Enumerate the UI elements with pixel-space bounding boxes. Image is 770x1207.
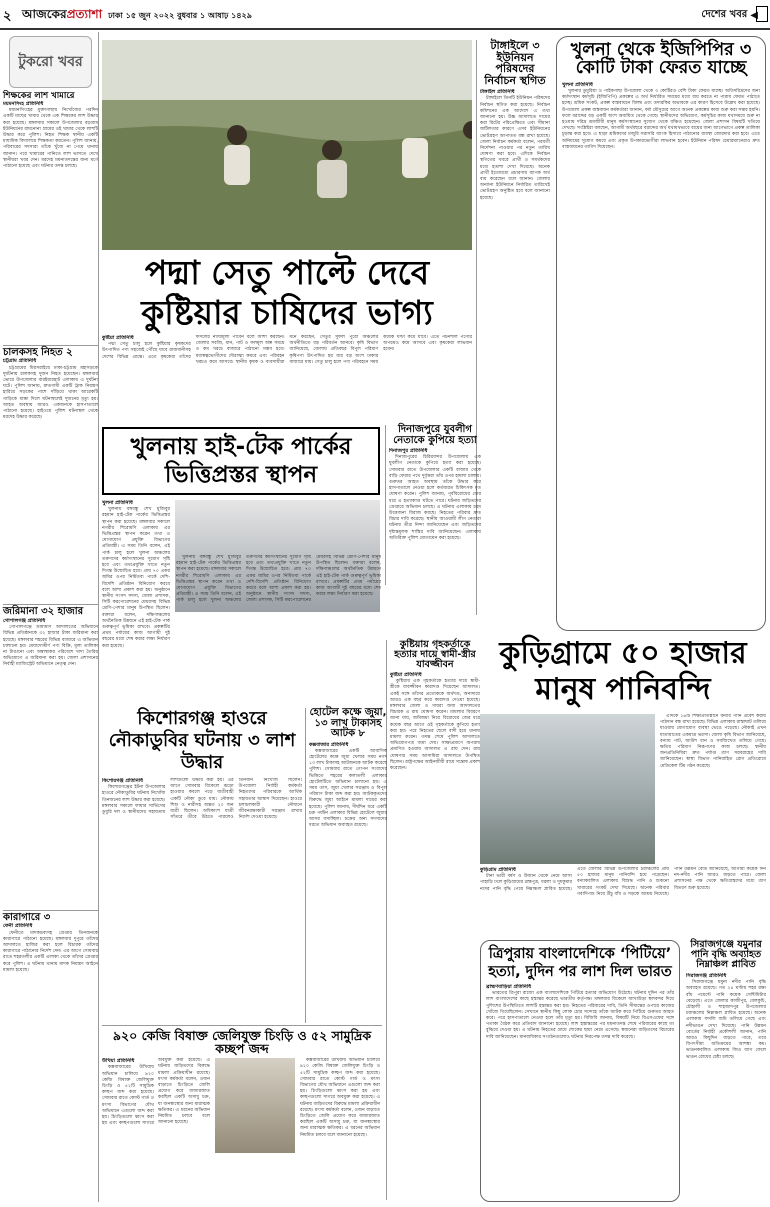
khulna-egpp-body: খুলনার ডুমুরিয়া ও পাইকগাছা উপজেলা থেকে ৩ কোটিরও বেশি টাকা ফেরত যাচ্ছে। অতিদরিদ্রদের জন্য কর্মসংস্থান কর্মসূচি (ইজিপিপি) প্রকল্পের এ অর্থ নির্ধারিত সময়ের মধ্যে ব্যয় করতে না পারায় ফেরত পাঠাতে হচ্ছে। শ্রমিক সংকট, প্রকল্প বাস্তবায়নে বিলম্ব এবং তদারকির অভাবকে এর কারণ হিসেবে উল্লেখ করা হয়েছে। উপজেলা প্রকল্প বাস্তবায়ন কর্মকর্তারা জানান, বর্ষা মৌসুমের আগে অনেক প্রকল্পের কাজ শুরু করা সম্ভব হয়নি। ফলে বরাদ্দের বড় একটি অংশ অব্যয়িত থেকে গেছে। স্থানীয়দের অভিযোগ, কর্মসূচির কাজ যথাসময়ে শুরু না হওয়ায় দরিদ্র শ্রমজীবী মানুষ কর্মসংস্থানের সুযোগ থেকে বঞ্চিত হয়েছেন। জেলা প্রশাসন বিষয়টি খতিয়ে দেখছে। সংশ্লিষ্টরা বলছেন, আগামী অর্থবছরে বরাদ্দের অর্থ যথাযথভাবে ব্যয়ের জন্য আগেভাগে প্রকল্প তালিকা চূড়ান্ত করা হবে। এ ছাড়া শ্রমিকদের মজুরি সরাসরি ব্যাংক হিসাবে পাঠানোর ব্যবস্থা জোরদার করা হবে। এতে অনিয়মের সুযোগ কমবে এবং প্রকৃত উপকারভোগীরা লাভবান হবেন। ইউনিয়ন পরিষদ চেয়ারম্যানেরাও দ্রুত বাস্তবায়নের তাগিদ দিয়েছেন।: [562, 88, 760, 150]
kurigram-article: [480, 636, 766, 937]
sirajganj-article: [686, 940, 766, 1202]
sidebar-item-body: ময়মনসিংহের মুক্তাগাছায় নিখোঁজের পরদিন একটি মাছের খামার থেকে এক শিক্ষকের লাশ উদ্ধার করা হয়েছে। মঙ্গলবার সকালে উপজেলার বড়গ্রাম ইউনিয়নের রামনোনা গ্রামের ওই খামার থেকে লাশটি উদ্ধার করে পুলিশ। নিহত শিক্ষক স্থানীয় একটি মাধ্যমিক বিদ্যালয়ে শিক্ষকতা করতেন। পুলিশ জানায়, পরিবারের সদস্যরা তাঁকে খুঁজে না পেয়ে থানায় জানান। পরে খামারের পানিতে লাশ ভাসতে দেখে স্থানীয়রা খবর দেন। মরদেহ ময়নাতদন্তের জন্য মর্গে পাঠানো হয়েছে এবং ঘটনার তদন্ত চলছে।: [3, 108, 98, 169]
khulna-egpp-byline: খুলনা প্রতিনিধি: [562, 81, 593, 88]
newspaper-logo: আজকেরপ্রত্যাশা: [22, 7, 103, 21]
tripura-headline: ত্রিপুরায় বাংলাদেশিকে ‘পিটিয়ে’ হত্যা, দুদিন পর লাশ দিল ভারত: [488, 946, 672, 980]
field-photo-art: [102, 40, 472, 250]
dinajpur-headline: দিনাজপুরে যুবলীগ নেতাকে কুপিয়ে হত্যা: [393, 424, 477, 446]
hotel-byline: কক্সবাজার প্রতিনিধি: [309, 741, 349, 748]
hitech-byline: খুলনা প্রতিনিধি: [102, 500, 133, 506]
flood-photo: [480, 714, 655, 864]
tangail-body: টাঙ্গাইলে তিনটি ইউনিয়ন পরিষদের নির্বাচন স্থগিত করা হয়েছে। নির্বাচন কমিশনের এক আদেশে এ তথ্য জানানো হয়। উচ্চ আদালতে দায়ের করা রিটের পরিপ্রেক্ষিতে এবং সীমানা জটিলতার কারণে এসব ইউনিয়নের ভোটগ্রহণ আপাতত বন্ধ রাখা হয়েছে। জেলা নির্বাচন কর্মকর্তা বলেন, পরবর্তী নির্দেশনা পাওয়ার পর নতুন তারিখ ঘোষণা করা হবে। এদিকে নির্বাচন স্থগিতের খবরে প্রার্থী ও সমর্থকদের মধ্যে হতাশা দেখা দিয়েছে। অনেক প্রার্থী ইতোমধ্যে প্রচারণায় ব্যাপক অর্থ ব্যয় করেছেন বলে জানান। জেলার অন্যান্য ইউনিয়নে নির্ধারিত তারিখেই ভোটগ্রহণ অনুষ্ঠিত হবে বলে জানানো হয়েছে।: [480, 96, 550, 201]
sidebar-item-body: ফেনীতে মাদকদ্রব্যসহ গ্রেপ্তার তিনজনকে কারাগারে পাঠানো হয়েছে। মঙ্গলবার দুপুরে তাঁদের আদালতে হাজির করা হলে বিচারক তাঁদের কারাগারে পাঠানোর নির্দেশ দেন। এর আগে সোমবার রাতে শহরতলীর একটি এলাকা থেকে তাঁদের গ্রেপ্তার করে পুলিশ। এ ঘটনায় থানায় মাদক নিয়ন্ত্রণ আইনে মামলা হয়েছে।: [3, 930, 98, 973]
padma-headline: পদ্মা সেতু পাল্টে দেবে কুষ্টিয়ার চাষিদের ভাগ্য: [141, 253, 433, 332]
sidebar-item: [3, 913, 98, 1144]
tangail-article: [476, 40, 550, 615]
hitech-continued: [176, 555, 381, 703]
tangail-byline: টাঙ্গাইল প্রতিনিধি: [480, 89, 515, 96]
shrimp-body: কক্সবাজারের উখিয়ায় অভিযান চালিয়ে ৯২০ কেজি বিষাক্ত জেলিযুক্ত চিংড়ি ও ৫২টি সামুদ্রিক কচ্ছপ জব্দ করা হয়েছে। সোমবার রাতে কোস্ট গার্ড ও মৎস্য বিভাগের যৌথ অভিযানে এগুলো জব্দ করা হয়। চিংড়িগুলো ধ্বংস করা হয় এবং কচ্ছপগুলো সাগরে অবমুক্ত করা হয়েছে। এ ঘটনায় জড়িতদের বিরুদ্ধে মামলা প্রক্রিয়াধীন রয়েছে। মৎস্য কর্মকর্তা বলেন, ওজন বাড়াতে চিংড়িতে জেলি প্রয়োগ করে বাজারজাত করছিল একটি অসাধু চক্র, যা জনস্বাস্থ্যের জন্য মারাত্মক ক্ষতিকর। এ ধরনের অভিযান নিয়মিত চলবে বলে জানানো হয়েছে।: [102, 1058, 210, 1127]
section-arrow-icon: ◀: [750, 10, 758, 21]
sidebar: [3, 32, 99, 1202]
kushtia-verdict-headline: কুষ্টিয়ায় গৃহকর্তাকে হত্যার দায়ে স্বামী-স্ত্রীর যাবজ্জীবন: [394, 639, 476, 670]
masthead: [22, 5, 252, 27]
shrimp-article: [102, 1025, 382, 1206]
padma-body: পদ্মা সেতু চালু হলে কুষ্টিয়ার কৃষকদের উৎপাদিত পণ্য সহজেই পৌঁছে যাবে রাজধানীসহ দেশের বিভিন্ন প্রান্তে। এতে কৃষকেরা তাঁদের ফসলের ন্যায্যমূল্য পাবেন বলে আশা করছেন। জেলার সবজি, ধান, পাট ও ফলমূল অল্প সময়ে ও কম খরচে বাজারে পাঠানো সম্ভব হবে। মধ্যস্বত্বভোগীদের দৌরাত্ম্য কমবে এবং পরিবহন খরচও কমে আসবে। স্থানীয় কৃষক ও ব্যবসায়ীরা মনে করছেন, সেতুর সুফল পুরো অঞ্চলের অর্থনীতিতে বড় পরিবর্তন আনবে। কৃষি বিভাগ জানিয়েছে, জেলায় প্রতিবছর বিপুল পরিমাণ কৃষিপণ্য উৎপাদিত হয় যার বড় অংশ ঢাকার বাজারে যায়। সেতু চালু হলে পণ্য পরিবহনে সময় কয়েক ঘণ্টা কমে যাবে। এতে পচনশীল পণ্যের অপচয়ও কমে আসবে এবং কৃষকেরা লাভবান হবেন।: [102, 335, 472, 365]
hotel-article: [305, 708, 387, 1023]
sidebar-item-title: চালকসহ নিহত ২: [3, 346, 73, 358]
kishoreganj-article: [102, 708, 302, 988]
hotel-body: কক্সবাজারের একটি আবাসিক হোটেলের কক্ষে জুয়া খেলার সময় নগদ ১৩ লাখ টাকাসহ আটজনকে আটক করেছে পুলিশ। সোমবার রাতে গোপন সংবাদের ভিত্তিতে শহরের কলাতলী এলাকার হোটেলটিতে অভিযান চালানো হয়। এ সময় তাস, জুয়া খেলার সরঞ্জাম ও বিপুল পরিমাণ টাকা জব্দ করা হয়। আটককৃতদের বিরুদ্ধে জুয়া আইনে মামলা দায়ের করা হয়েছে। পুলিশ জানায়, দীর্ঘদিন ধরে একটি চক্র পর্যটন এলাকার বিভিন্ন হোটেলে জুয়ার আসর বসাচ্ছিল। চক্রের অন্য সদস্যদের ধরতে অভিযান অব্যাহত রয়েছে।: [309, 748, 387, 829]
kushtia-verdict-body: কুষ্টিয়ায় এক গৃহকর্তাকে হত্যার দায়ে স্বামী-স্ত্রীকে যাবজ্জীবন কারাদণ্ড দিয়েছেন আদালত। একই সঙ্গে তাঁদের প্রত্যেককে অর্থদণ্ড, অনাদায়ে আরও এক বছর করে কারাদণ্ড দেওয়া হয়েছে। মঙ্গলবার জেলা ও দায়রা জজ আদালতের বিচারক এ রায় ঘোষণা করেন। মামলার বিবরণে জানা যায়, জমিজমা নিয়ে বিরোধের জের ধরে কয়েক বছর আগে ওই গৃহকর্তাকে কুপিয়ে হত্যা করা হয়। পরে নিহতের ছেলে বাদী হয়ে থানায় মামলা করেন। তদন্ত শেষে পুলিশ আদালতে অভিযোগপত্র জমা দেয়। সাক্ষ্যপ্রমাণে অপরাধ প্রমাণিত হওয়ায় আদালত এ রায় দেন। রায় ঘোষণার সময় আসামিরা আদালতে উপস্থিত ছিলেন। রাষ্ট্রপক্ষের আইনজীবী রায়ে সন্তোষ প্রকাশ করেছেন।: [390, 679, 480, 771]
tangail-headline: টাঙ্গাইলে ৩ ইউনিয়ন পরিষদের নির্বাচন স্থগিত: [484, 39, 546, 87]
sirajganj-body: সিরাজগঞ্জে যমুনা নদীর পানি বৃদ্ধি অব্যাহত রয়েছে। গত ২৪ ঘণ্টায় শহর রক্ষা বাঁধ পয়েন্টে পানি কয়েক সেন্টিমিটার বেড়েছে। এতে জেলার কাজীপুর, বেলকুচি, চৌহালী ও শাহজাদপুর উপজেলার চরাঞ্চলের নিম্নাঞ্চল প্লাবিত হয়েছে। অনেক এলাকায় ফসলি জমি তলিয়ে গেছে এবং নদীভাঙন দেখা দিয়েছে। পানি উন্নয়ন বোর্ডের নির্বাহী প্রকৌশলী জানান, পানি আরও কিছুদিন বাড়তে পারে, তবে বিপৎসীমা অতিক্রমের আশঙ্কা কম। ভাঙনকবলিত এলাকায় জিও ব্যাগ ফেলে ভাঙন রোধের চেষ্টা চলছে।: [686, 980, 766, 1060]
padma-byline: কুষ্টিয়া প্রতিনিধি: [102, 335, 134, 341]
kurigram-byline: কুড়িগ্রাম প্রতিনিধি: [480, 867, 516, 873]
shrimp-photo: [215, 1058, 295, 1153]
khulna-egpp-headline: খুলনা থেকে ইজিপিপির ৩ কোটি টাকা ফেরত যাচ্ছে: [570, 40, 752, 79]
farmers-field-photo: [102, 40, 472, 250]
sidebar-item: [3, 348, 98, 603]
sidebar-item-title: শিক্ষকের লাশ খামারে: [3, 91, 75, 101]
shrimp-body-continued: কক্সবাজারের উখিয়ায় অভিযান চালিয়ে ৯২০ কেজি বিষাক্ত জেলিযুক্ত চিংড়ি ও ৫২টি সামুদ্রিক কচ্ছপ জব্দ করা হয়েছে। সোমবার রাতে কোস্ট গার্ড ও মৎস্য বিভাগের যৌথ অভিযানে এগুলো জব্দ করা হয়। চিংড়িগুলো ধ্বংস করা হয় এবং কচ্ছপগুলো সাগরে অবমুক্ত করা হয়েছে। এ ঘটনায় জড়িতদের বিরুদ্ধে মামলা প্রক্রিয়াধীন রয়েছে। মৎস্য কর্মকর্তা বলেন, ওজন বাড়াতে চিংড়িতে জেলি প্রয়োগ করে বাজারজাত করছিল একটি অসাধু চক্র, যা জনস্বাস্থ্যের জন্য মারাত্মক ক্ষতিকর। এ ধরনের অভিযান নিয়মিত চলবে বলে জানানো হয়েছে।: [300, 1058, 380, 1138]
header-rule: [0, 28, 770, 30]
kurigram-body: টানা ভারী বর্ষণ ও উজান থেকে নেমে আসা পাহাড়ি ঢলে কুড়িগ্রামের ব্রহ্মপুত্র, ধরলা ও দুধকুমার নদের পানি বৃদ্ধি পেয়ে নিম্নাঞ্চল প্লাবিত হয়েছে। এতে জেলার বিভিন্ন উপজেলার চরাঞ্চলের প্রায় ৫০ হাজার মানুষ পানিবন্দি হয়ে পড়েছেন। বন্যাকবলিত এলাকায় বিশুদ্ধ পানি ও শুকনো খাবারের সংকট দেখা দিয়েছে। অনেক পরিবার গবাদিপশু নিয়ে উঁচু বাঁধ ও সড়কে আশ্রয় নিয়েছে। পানি উন্নয়ন বোর্ড জানিয়েছে, আগামী কয়েক দিন নদ-নদীর পানি আরও বাড়তে পারে। জেলা প্রশাসনের পক্ষ থেকে ক্ষতিগ্রস্তদের মধ্যে ত্রাণ বিতরণ শুরু হয়েছে।: [480, 867, 766, 897]
section-box-icon: [756, 6, 768, 22]
shrimp-byline: উখিয়া প্রতিনিধি: [102, 1058, 135, 1065]
sidebar-item: [3, 92, 98, 343]
kurigram-body2: এদিকে ১৬টি শিক্ষাপ্রতিষ্ঠানে বন্যার পানি প্রবেশ করায় পাঠদান বন্ধ রাখা হয়েছে। বিভিন্ন এলাকায় রাস্তাঘাট তলিয়ে যাওয়ায় যোগাযোগ ব্যবস্থা ভেঙে পড়েছে। নৌকাই এখন যাতায়াতের একমাত্র ভরসা। জেলা কৃষি বিভাগ জানিয়েছে, বন্যায় পাট, আউশ ধান ও সবজিখেত তলিয়ে গেছে। ক্ষতির পরিমাণ নিরূপণের কাজ চলছে। স্থানীয় জনপ্রতিনিধিরা দ্রুত পর্যাপ্ত ত্রাণ সরবরাহের দাবি জানিয়েছেন। স্বাস্থ্য বিভাগ পানিবাহিত রোগ প্রতিরোধে মেডিকেল টিম গঠন করেছে।: [660, 714, 766, 769]
dateline: ঢাকা ১৫ জুন ২০২২ বুধবার ১ আষাঢ় ১৪২৯: [108, 10, 252, 20]
sirajganj-headline: সিরাজগঞ্জে যমুনার পানি বৃদ্ধি অব্যাহত নিম্নাঞ্চল প্লাবিত: [690, 939, 762, 970]
dinajpur-body: দিনাজপুরের চিরিরবন্দর উপজেলায় এক যুবলীগ নেতাকে কুপিয়ে হত্যা করা হয়েছে। সোমবার রাতে উপজেলার একটি বাজার থেকে বাড়ি ফেরার পথে দুর্বৃত্তরা তাঁর ওপর হামলা চালায়। গুরুতর আহত অবস্থায় তাঁকে উদ্ধার করে হাসপাতালে নেওয়া হলে কর্তব্যরত চিকিৎসক মৃত ঘোষণা করেন। পুলিশ জানায়, পূর্ববিরোধের জের ধরে এ হত্যাকাণ্ড ঘটতে পারে। ঘটনায় জড়িতদের গ্রেপ্তারে অভিযান চলছে। এ ঘটনায় এলাকায় চরম উত্তেজনা বিরাজ করছে। নিহতের পরিবার দ্রুত বিচার দাবি করেছে। স্থানীয় আওয়ামী লীগ নেতারা ঘটনার তীব্র নিন্দা জানিয়েছেন এবং জড়িতদের দৃষ্টান্তমূলক শাস্তির দাবি জানিয়েছেন। এলাকায় অতিরিক্ত পুলিশ মোতায়েন করা হয়েছে।: [389, 455, 481, 541]
sirajganj-byline: সিরাজগঞ্জ প্রতিনিধি: [686, 972, 727, 979]
sidebar-banner: টুকরো খবর: [9, 36, 92, 88]
kushtia-verdict-byline: কুষ্টিয়া প্রতিনিধি: [390, 671, 422, 678]
kishoreganj-byline: কিশোরগঞ্জ প্রতিনিধি: [102, 778, 143, 784]
tripura-byline: ব্রাহ্মণবাড়িয়া প্রতিনিধি: [486, 984, 532, 990]
sidebar-item-byline: ময়মনসিংহ প্রতিনিধি: [3, 100, 44, 107]
shrimp-headline: ৯২০ কেজি বিষাক্ত জেলিযুক্ত চিংড়ি ও ৫২ সামুদ্রিক কচ্ছপ জব্দ: [112, 1028, 372, 1057]
dinajpur-article: [385, 425, 481, 585]
kishoreganj-body: কিশোরগঞ্জের ইটনা উপজেলার হাওরে নৌকাডুবির ঘটনায় নিখোঁজ তিনজনের লাশ উদ্ধার করা হয়েছে। মঙ্গলবার সকালে ফায়ার সার্ভিসের ডুবুরি দল ও স্থানীয়দের সহায়তায় লাশগুলো উদ্ধার করা হয়। এর আগে সোমবার বিকেলে ঝড়ো হাওয়ার কবলে পড়ে যাত্রীবাহী একটি নৌকা ডুবে যায়। নৌকায় শিশু ও নারীসহ অন্তত ২০ জন যাত্রী ছিলেন। অধিকাংশ যাত্রী সাঁতরে তীরে উঠতে পারলেও তিনজন নিখোঁজ ছিলেন। উপজেলা নির্বাহী কর্মকর্তা নিহতদের পরিবারকে আর্থিক সহায়তার আশ্বাস দিয়েছেন। হাওরে চলাচলকারী নৌযানে জীবনরক্ষাকারী সরঞ্জাম রাখার নির্দেশ দেওয়া হয়েছে।: [102, 778, 302, 821]
kurigram-headline: কুড়িগ্রামে ৫০ হাজার মানুষ পানিবন্দি: [499, 636, 747, 707]
sidebar-item-title: জরিমানা ৩২ হাজার: [3, 606, 84, 618]
hitech-body-continued: খুলনায় বঙ্গবন্ধু শেখ মুজিবুর রহমান হাই-টেক পার্কের ভিত্তিপ্রস্তর স্থাপন করা হয়েছে। মঙ্গলবার সকালে নগরীর শিরোমণি এলাকায় এর ভিত্তিপ্রস্তর স্থাপন করেন তথ্য ও যোগাযোগ প্রযুক্তি বিভাগের প্রতিমন্ত্রী। এ সময় তিনি বলেন, এই পার্ক চালু হলে খুলনা অঞ্চলের তরুণদের কর্মসংস্থানের সুযোগ সৃষ্টি হবে এবং তথ্যপ্রযুক্তি খাতে নতুন দিগন্ত উন্মোচিত হবে। প্রায় ৭০ একর জমির ওপর নির্মিতব্য পার্কে দেশি-বিদেশি প্রতিষ্ঠান বিনিয়োগ করবে বলে আশা প্রকাশ করা হয়। অনুষ্ঠানে স্থানীয় সংসদ সদস্য, জেলা প্রশাসক, সিটি করপোরেশনের মেয়রসহ বিভিন্ন শ্রেণি-পেশার মানুষ উপস্থিত ছিলেন। বক্তারা বলেন, দক্ষিণাঞ্চলের অর্থনৈতিক উন্নয়নে এই হাই-টেক পার্ক গুরুত্বপূর্ণ ভূমিকা রাখবে। প্রকল্পটির প্রথম পর্যায়ের কাজ আগামী দুই বছরের মধ্যে শেষ করার লক্ষ্য নির্ধারণ করা হয়েছে।: [176, 555, 381, 604]
sidebar-item-byline: চট্টগ্রাম প্রতিনিধি: [3, 358, 37, 365]
hotel-headline: হোটেল কক্ষে জুয়া, ১৩ লাখ টাকাসহ আটক ৮: [309, 707, 387, 739]
sidebar-item-byline: গোপালগঞ্জ প্রতিনিধি: [3, 617, 46, 624]
kishoreganj-headline: কিশোরগঞ্জ হাওরে নৌকাডুবির ঘটনায় ৩ লাশ উদ্ধার: [108, 708, 296, 773]
tripura-body: ভারতের ত্রিপুরা রাজ্যে এক বাংলাদেশিকে পিটিয়ে হত্যার অভিযোগ উঠেছে। ঘটনার দুদিন পর তাঁর লাশ বাংলাদেশের কাছে হস্তান্তর করেছে ভারতীয় কর্তৃপক্ষ। মঙ্গলবার বিকেলে আখাউড়া স্থলবন্দর দিয়ে পুলিশের উপস্থিতিতে লাশটি হস্তান্তর করা হয়। নিহতের পরিবারের দাবি, তিনি সীমান্তের ওপারে কাজের খোঁজে গিয়েছিলেন। সেখানে স্থানীয় কিছু লোক চোর সন্দেহে তাঁকে আটক করে পিটিয়ে গুরুতর আহত করে। পরে হাসপাতালে নেওয়া হলে তাঁর মৃত্যু হয়। বিজিবি জানায়, বিষয়টি নিয়ে বিএসএফের সঙ্গে পতাকা বৈঠক করে প্রতিবাদ জানানো হয়েছে। লাশ হস্তান্তরের পর ময়নাতদন্ত শেষে পরিবারের কাছে তা বুঝিয়ে দেওয়া হয়। এ ঘটনায় নিহতের গ্রামে শোকের ছায়া নেমে এসেছে। স্বজনেরা জড়িতদের বিচারের দাবি জানিয়েছেন। মানবাধিকার সংগঠনগুলোও ঘটনার নিরপেক্ষ তদন্ত দাবি করেছে।: [486, 991, 674, 1040]
kushtia-verdict-article: [386, 640, 480, 1200]
tripura-article: [480, 940, 680, 1202]
page-number: ২: [3, 9, 12, 24]
sidebar-item-title: কারাগারে ৩: [3, 911, 51, 923]
dinajpur-byline: দিনাজপুর প্রতিনিধি: [389, 448, 428, 454]
sidebar-item-body: গোপালগঞ্জে ভ্রাম্যমাণ আদালতের অভিযানে বিভিন্ন প্রতিষ্ঠানকে ৩২ হাজার টাকা জরিমানা করা হয়েছে। মঙ্গলবার শহরের বিভিন্ন বাজারে এ অভিযান চালানো হয়। মেয়াদোত্তীর্ণ পণ্য বিক্রি, মূল্য তালিকা না টাঙানো এবং অস্বাস্থ্যকর পরিবেশে খাদ্য তৈরির অভিযোগে এ জরিমানা করা হয়। জেলা প্রশাসনের নির্বাহী ম্যাজিস্ট্রেট অভিযানে নেতৃত্ব দেন।: [3, 625, 98, 668]
hitech-headline: খুলনায় হাই-টেক পার্কের ভিত্তিপ্রস্তর স্থাপন: [102, 427, 380, 495]
khulna-egpp-article: [556, 36, 766, 631]
sidebar-item: [3, 607, 98, 908]
sidebar-item-body: চট্টগ্রামের মিরসরাইয়ে ঢাকা-চট্টগ্রাম মহাসড়কে দুর্ঘটনায় চালকসহ দুজন নিহত হয়েছেন। মঙ্গলবার ভোরে উপজেলার বারইয়ারহাট এলাকায় এ দুর্ঘটনা ঘটে। পুলিশ জানায়, দ্রুতগামী একটি ট্রাক নিয়ন্ত্রণ হারিয়ে সড়কের পাশে দাঁড়িয়ে থাকা আরেকটি গাড়িকে ধাক্কা দিলে ঘটনাস্থলেই দুজনের মৃত্যু হয়। আহত অবস্থায় আরও একজনকে হাসপাতালে পাঠানো হয়েছে। হাইওয়ে পুলিশ ঘটনাস্থল থেকে মরদেহ উদ্ধার করেছে।: [3, 365, 98, 421]
hitech-body: খুলনায় বঙ্গবন্ধু শেখ মুজিবুর রহমান হাই-টেক পার্কের ভিত্তিপ্রস্তর স্থাপন করা হয়েছে। মঙ্গলবার সকালে নগরীর শিরোমণি এলাকায় এর ভিত্তিপ্রস্তর স্থাপন করেন তথ্য ও যোগাযোগ প্রযুক্তি বিভাগের প্রতিমন্ত্রী। এ সময় তিনি বলেন, এই পার্ক চালু হলে খুলনা অঞ্চলের তরুণদের কর্মসংস্থানের সুযোগ সৃষ্টি হবে এবং তথ্যপ্রযুক্তি খাতে নতুন দিগন্ত উন্মোচিত হবে। প্রায় ৭০ একর জমির ওপর নির্মিতব্য পার্কে দেশি-বিদেশি প্রতিষ্ঠান বিনিয়োগ করবে বলে আশা প্রকাশ করা হয়। অনুষ্ঠানে স্থানীয় সংসদ সদস্য, জেলা প্রশাসক, সিটি করপোরেশনের মেয়রসহ বিভিন্ন শ্রেণি-পেশার মানুষ উপস্থিত ছিলেন। বক্তারা বলেন, দক্ষিণাঞ্চলের অর্থনৈতিক উন্নয়নে এই হাই-টেক পার্ক গুরুত্বপূর্ণ ভূমিকা রাখবে। প্রকল্পটির প্রথম পর্যায়ের কাজ আগামী দুই বছরের মধ্যে শেষ করার লক্ষ্য নির্ধারণ করা হয়েছে।: [102, 507, 170, 649]
sidebar-item-byline: ফেনী প্রতিনিধি: [3, 923, 33, 930]
section-label: দেশের খবর ◀: [701, 9, 758, 21]
